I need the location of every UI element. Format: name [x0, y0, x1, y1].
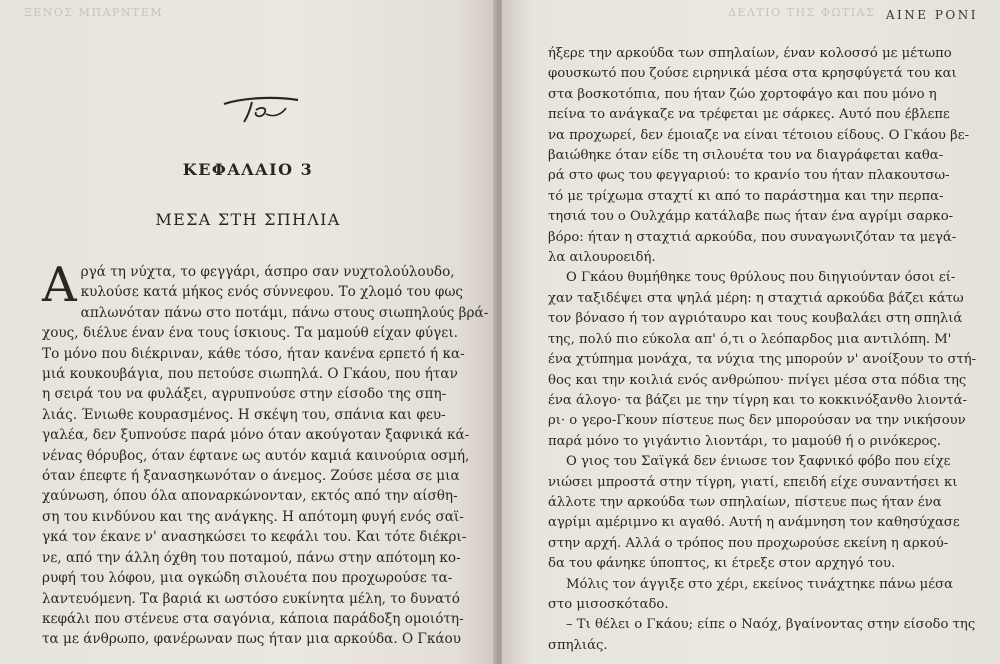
chapter-ornament	[222, 92, 302, 126]
text-line: – Τι θέλει ο Γκάου; είπε ο Ναόχ, βγαίνοντας στην είσοδο της	[566, 617, 976, 633]
left-page	[0, 0, 496, 664]
bleed-through-header: ΔΕΛΤΙΟ ΤΗΣ ΦΩΤΙΑΣ	[728, 6, 876, 19]
text-line: τα με άνθρωπο, φανέρωναν πως ήταν μια αρκούδα. Ο Γκάου	[42, 631, 461, 648]
drop-cap: Α	[42, 257, 77, 313]
text-line: Μόλις τον άγγιξε στο χέρι, εκείνος τινάχτηκε πάνω μέσα	[566, 576, 953, 592]
text-line: ένα άλογο· τα βάζει με την τίγρη και το κοκκινόξανθο λιοντά-	[548, 392, 967, 408]
bleed-through-header: ΞΕΝΟΣ ΜΠΑΡΝΤΕΜ	[24, 6, 164, 19]
text-line: ρι· ο γερο-Γκουν πίστευε πως δεν μπορούσαν να την νικήσουν	[548, 413, 966, 429]
text-line: τον βόνασο ή τον αγριόταυρο και τους κουβαλάει στη σπηλιά	[548, 311, 963, 327]
text-line: λαντευόμενη. Τα βαριά κι ωστόσο ευκίνητα μέλη, το δυνατό	[42, 590, 460, 607]
text-line: νένας θόρυβος, όταν έφτανε ως αυτόν καμιά καινούρια οσμή,	[42, 447, 470, 464]
text-line: ήξερε την αρκούδα των σπηλαίων, έναν κολοσσό με μέτωπο	[548, 46, 952, 61]
text-line: η σειρά του να φυλάξει, αγρυπνούσε στην είσοδο της σπη-	[42, 386, 447, 403]
text-line: όταν έπεφτε ή ξανασηκωνόταν ο άνεμος. Ζούσε μέσα σε μια	[42, 468, 460, 485]
text-line: κεφάλι που στένευε στα σαγόνια, κάποια παράδοξη ομοιότη-	[42, 610, 464, 627]
text-line: ένα χτύπημα μονάχα, τα νύχια της μπορούν ν' ανοίξουν το στή-	[548, 352, 977, 368]
chapter-title: ΜΕΣΑ ΣΤΗ ΣΠΗΛΙΑ	[155, 210, 341, 229]
text-line: πείνα το ανάγκαζε να τρέφεται με σάρκες. Αυτό που έβλεπε	[548, 107, 950, 123]
text-line: στο μισοσκόταδο.	[548, 596, 669, 612]
text-line: Ο γιος του Σαϊγκά δεν ένιωσε τον ξαφνικό φόβο που είχε	[566, 454, 951, 470]
text-line: Ο Γκάου θυμήθηκε τους θρύλους που διηγιούνταν όσοι εί-	[566, 270, 956, 286]
text-line: τησιά του ο Ουλχάμρ κατάλαβε πως ήταν ένα αγρίμι σαρκο-	[548, 209, 954, 225]
text-line: γκά τον έκανε ν' ανασηκώσει το κεφάλι του. Και τότε διέκρι-	[42, 529, 467, 546]
text-line: σπηλιάς.	[548, 637, 608, 653]
running-header: ΑΙΝΕ ΡΟΝΙ	[885, 8, 978, 22]
text-line: ση του κινδύνου και της ανάγκης. Η απότομη φυγή ενός σαϊ-	[42, 508, 464, 525]
text-line: λιάς. Ένιωθε κουρασμένος. Η σκέψη του, σπάνια και φευ-	[42, 406, 446, 423]
text-line: της, πολύ πιο εύκολα απ' ό,τι ο λεόπαρδος μια αντιλόπη. Μ'	[548, 331, 952, 347]
text-line: χους, διέλυε έναν ένα τους ίσκιους. Τα μαμούθ είχαν φύγει.	[42, 325, 459, 342]
left-body-text	[42, 257, 489, 650]
text-line: στα βοσκοτόπια, που ήταν ζώο χορτοφάγο και που μόνο η	[548, 86, 937, 102]
chapter-number: ΚΕΦΑΛΑΙΟ 3	[182, 160, 314, 179]
text-line: ρά στο φως του φεγγαριού: το κρανίο του ήταν πλακουτσω-	[548, 168, 950, 184]
text-line: να προχωρεί, δεν έμοιαζε να είναι τέτοιου είδους. Ο Γκάου βε-	[548, 127, 970, 143]
text-line: παρά μόνο το γιγάντιο λιοντάρι, το μαμούθ ή ο ρινόκερος.	[548, 433, 941, 449]
text-line: κυλούσε κατά μήκος ενός σύννεφου. Το χλομό του φως	[80, 284, 464, 301]
text-line: άλλοτε την αρκούδα των σπηλαίων, πίστευε πως ήταν ένα	[548, 494, 942, 510]
text-line: στην αρχή. Αλλά ο τρόπος που προχωρούσε εκείνη η αρκού-	[548, 535, 949, 551]
text-line: χαύνωση, όπου όλα απoναρκώνονταν, εκτός από την αίσθη-	[42, 488, 458, 505]
text-line: λα αιλουροειδή.	[548, 250, 656, 266]
text-line: θος και την κοιλιά ενός ανθρώπου· πνίγει μέσα στα πόδια της	[548, 372, 967, 388]
right-body-text	[548, 44, 988, 656]
text-line: γαλέα, δεν ξυπνούσε παρά μόνο όταν ακούγοταν ξαφνικά κά-	[42, 427, 470, 444]
text-line: βόρο: ήταν η σταχτιά αρκούδα, που συναγωνιζόταν τα μεγά-	[548, 229, 957, 245]
text-line: ρυφή του λόφου, μια ογκώδη σιλουέτα που προχωρούσε τα-	[42, 570, 453, 587]
text-line: αγρίμι αμέριμνο κι αγαθό. Αυτή η ανάμνηση τον καθησύχασε	[548, 515, 960, 531]
text-line: φουσκωτό που ζούσε ειρηνικά μέσα στα κρησφύγετά του και	[548, 66, 957, 82]
right-page	[502, 0, 1000, 664]
text-line: τό με τρίχωμα σταχτί κι από το παράστημα και την περπα-	[548, 188, 944, 204]
text-line: απλωνόταν πάνω στο ποτάμι, πάνω στους σιωπηλούς βρά-	[80, 304, 489, 321]
text-line: βαιώθηκε όταν είδε τη σιλουέτα του να διαγράφεται καθα-	[548, 148, 944, 164]
text-line: ργά τη νύχτα, το φεγγάρι, άσπρο σαν νυχτολούλουδο,	[80, 264, 455, 280]
text-line: χαν ταξιδέψει στα ψηλά μέρη: η σταχτιά αρκούδα βάζει κάτω	[548, 290, 964, 306]
text-line: δα του φάνηκε ύποπτος, κι έτρεξε στον αρχηγό του.	[548, 556, 896, 572]
text-line: νιώσει μπροστά στην τίγρη, γιατί, επειδή είχε συναντήσει κι	[548, 474, 958, 490]
text-line: νε, από την άλλη όχθη του ποταμού, πάνω στην απότομη κο-	[42, 549, 461, 566]
text-line: μιά κουκουβάγια, που πετούσε σιωπηλά. Ο Γκάου, που ήταν	[42, 366, 458, 383]
text-line: Το μόνο που διέκριναν, κάθε τόσο, ήταν κανένα ερπετό ή κα-	[42, 345, 465, 362]
